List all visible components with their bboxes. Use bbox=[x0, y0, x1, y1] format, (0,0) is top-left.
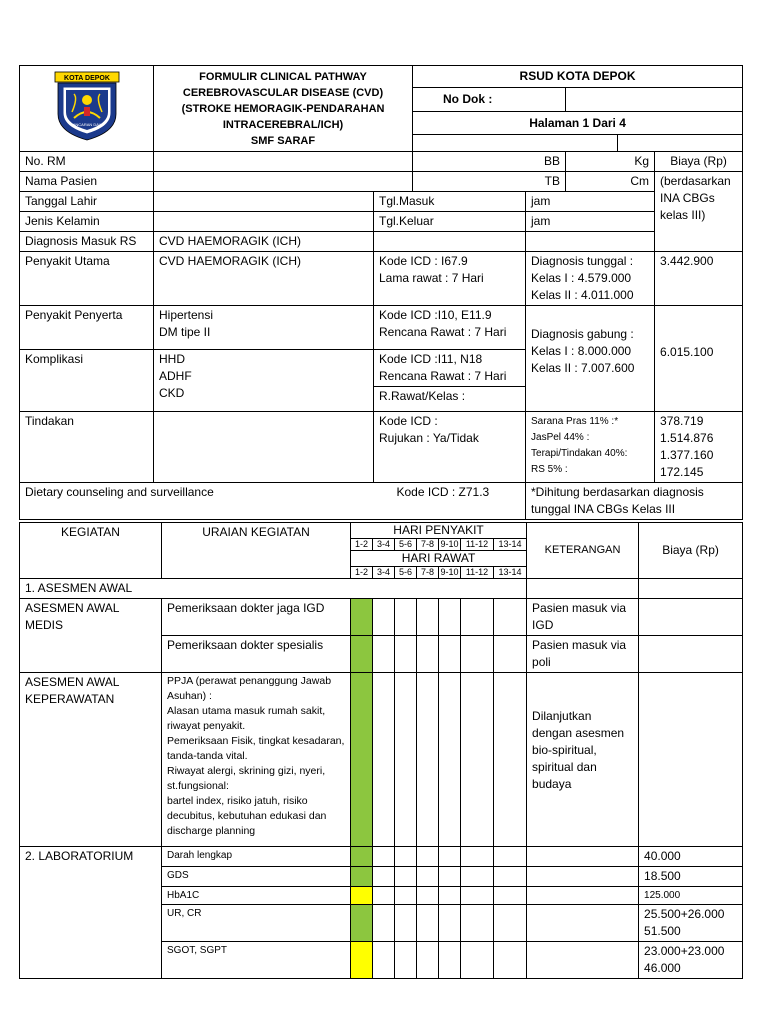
diagnosis-masuk-label: Diagnosis Masuk RS bbox=[20, 232, 154, 252]
komplikasi-label: Komplikasi bbox=[20, 350, 154, 412]
day-cell-yellow bbox=[351, 887, 373, 905]
tindakan-biaya: 378.719 1.514.876 1.377.160 172.145 bbox=[655, 412, 743, 483]
tb-label: TB bbox=[413, 172, 566, 192]
uraian-cell: Pemeriksaan dokter jaga IGD bbox=[162, 599, 351, 636]
kota-depok-logo bbox=[52, 70, 122, 142]
keperawatan-ket: Dilanjutkan dengan asesmen bio-spiritual, spiritual dan budaya bbox=[527, 673, 639, 847]
section-asesmen-awal: 1. ASESMEN AWAL bbox=[20, 579, 527, 599]
lab-biaya: 125.000 bbox=[639, 887, 743, 905]
diagnosis-masuk-value: CVD HAEMORAGIK (ICH) bbox=[154, 232, 374, 252]
uraian-cell: Pemeriksaan dokter spesialis bbox=[162, 636, 351, 673]
penyakit-penyerta-value: Hipertensi DM tipe II bbox=[154, 306, 374, 350]
day-header: 5-6 bbox=[395, 539, 417, 551]
tanggal-lahir-label: Tanggal Lahir bbox=[20, 192, 154, 212]
nama-pasien-label: Nama Pasien bbox=[20, 172, 154, 192]
biaya-header: Biaya (Rp) bbox=[655, 152, 743, 172]
nama-pasien-value bbox=[154, 172, 413, 192]
tgl-keluar-label: Tgl.Keluar bbox=[374, 212, 526, 232]
col-uraian: URAIAN KEGIATAN bbox=[162, 523, 351, 579]
komplikasi-kode: Kode ICD :I11, N18 Rencana Rawat : 7 Hari bbox=[374, 350, 526, 387]
day-cell-green bbox=[351, 847, 373, 867]
komplikasi-value: HHD ADHF CKD bbox=[154, 350, 374, 412]
dietary-note: *Dihitung berdasarkan diagnosis tunggal INA CBGs Kelas III bbox=[526, 483, 743, 520]
day-header: 11-12 bbox=[461, 539, 494, 551]
logo-text: KOTA DEPOK bbox=[63, 75, 110, 82]
lab-item: Darah lengkap bbox=[162, 847, 351, 867]
day-header: 13-14 bbox=[494, 539, 527, 551]
col-kegiatan: KEGIATAN bbox=[20, 523, 162, 579]
bb-label: BB bbox=[413, 152, 566, 172]
diagnosis-tunggal: Diagnosis tunggal : Kelas I : 4.579.000 Kelas II : 4.011.000 bbox=[526, 252, 655, 306]
day-header: 7-8 bbox=[417, 539, 439, 551]
day-header: 9-10 bbox=[440, 567, 459, 577]
day-header: 13-14 bbox=[494, 567, 527, 579]
no-rm-label: No. RM bbox=[20, 152, 154, 172]
hari-penyakit-header: HARI PENYAKIT bbox=[351, 523, 527, 539]
no-rm-value bbox=[154, 152, 413, 172]
jenis-kelamin-label: Jenis Kelamin bbox=[20, 212, 154, 232]
lab-item: HbA1C bbox=[162, 887, 351, 905]
keperawatan-uraian: PPJA (perawat penanggung Jawab Asuhan) : Alasan utama masuk rumah sakit, riwayat penyakit. Pemeriksaan Fisik, tingkat kesadaran, tanda-tanda vital. Riwayat alergi, skrining gizi, nyeri, st.fungsional: bartel index, risiko jatuh, risiko decubitus, kebutuhan edukasi dan discharge planning bbox=[162, 673, 351, 847]
tindakan-komponen: Sarana Pras 11% :* JasPel 44% : Terapi/Tindakan 40%: RS 5% : bbox=[526, 412, 655, 483]
day-cell-green bbox=[351, 673, 373, 847]
day-header: 7-8 bbox=[417, 567, 439, 579]
day-cell-yellow bbox=[351, 942, 373, 979]
penyakit-utama-label: Penyakit Utama bbox=[20, 252, 154, 306]
col-keterangan: KETERANGAN bbox=[527, 523, 639, 579]
activity-table bbox=[19, 522, 743, 979]
cm-unit: Cm bbox=[566, 172, 655, 192]
section-laboratorium: 2. LABORATORIUM bbox=[20, 847, 162, 979]
form-title: FORMULIR CLINICAL PATHWAY CEREBROVASCULAR DISEASE (CVD) (STROKE HEMORAGIK-PENDARAHAN INTRACEREBRAL/ICH) SMF SARAF bbox=[154, 66, 413, 152]
no-dok-label: No Dok : bbox=[413, 88, 566, 112]
tindakan-label: Tindakan bbox=[20, 412, 154, 483]
biaya-tunggal: 3.442.900 bbox=[655, 252, 743, 306]
lab-biaya: 18.500 bbox=[639, 867, 743, 887]
penyakit-penyerta-kode: Kode ICD :I10, E11.9 Rencana Rawat : 7 Hari bbox=[374, 306, 526, 350]
dietary-label: Dietary counseling and surveillance bbox=[20, 483, 374, 520]
day-header: 1-2 bbox=[351, 539, 373, 551]
day-cell-green bbox=[351, 636, 373, 673]
logo-motto: PANCARAN DAYA bbox=[69, 122, 104, 127]
penyakit-utama-kode: Kode ICD : I67.9 Lama rawat : 7 Hari bbox=[374, 252, 526, 306]
day-cell-green bbox=[351, 867, 373, 887]
keterangan-cell: Pasien masuk via IGD bbox=[527, 599, 639, 636]
lab-item: SGOT, SGPT bbox=[162, 942, 351, 979]
lab-biaya: 25.500+26.000 51.500 bbox=[639, 905, 743, 942]
day-header: 11-12 bbox=[461, 567, 494, 579]
col-biaya: Biaya (Rp) bbox=[639, 523, 743, 579]
day-header: 1-2 bbox=[351, 567, 373, 579]
tgl-masuk-label: Tgl.Masuk bbox=[374, 192, 526, 212]
day-header: 9-10 bbox=[440, 539, 459, 549]
day-header: 3-4 bbox=[373, 539, 395, 551]
kg-unit: Kg bbox=[566, 152, 655, 172]
lab-item: GDS bbox=[162, 867, 351, 887]
biaya-gabung: 6.015.100 bbox=[655, 306, 743, 412]
logo-cell bbox=[20, 66, 154, 152]
diagnosis-gabung: Diagnosis gabung : Kelas I : 8.000.000 Kelas II : 7.007.600 bbox=[526, 306, 655, 412]
biaya-note: (berdasarkan INA CBGs kelas III) bbox=[655, 172, 743, 252]
penyakit-utama-value: CVD HAEMORAGIK (ICH) bbox=[154, 252, 374, 306]
lab-item: UR, CR bbox=[162, 905, 351, 942]
asesmen-medis-label: ASESMEN AWAL MEDIS bbox=[20, 599, 162, 673]
rawat-kelas-label: R.Rawat/Kelas : bbox=[374, 387, 526, 412]
hospital-name: RSUD KOTA DEPOK bbox=[413, 66, 743, 88]
tindakan-kode: Kode ICD : Rujukan : Ya/Tidak bbox=[374, 412, 526, 483]
tanggal-lahir-value bbox=[154, 192, 374, 212]
penyakit-penyerta-label: Penyakit Penyerta bbox=[20, 306, 154, 350]
patient-info-table bbox=[19, 65, 743, 520]
lab-biaya: 23.000+23.000 46.000 bbox=[639, 942, 743, 979]
lab-biaya: 40.000 bbox=[639, 847, 743, 867]
jenis-kelamin-value bbox=[154, 212, 374, 232]
day-cell-green bbox=[351, 599, 373, 636]
day-header: 3-4 bbox=[373, 567, 395, 579]
jam-masuk-label: jam bbox=[526, 192, 655, 212]
keterangan-cell: Pasien masuk via poli bbox=[527, 636, 639, 673]
day-header: 5-6 bbox=[395, 567, 417, 579]
page-indicator: Halaman 1 Dari 4 bbox=[413, 112, 743, 135]
no-dok-value bbox=[566, 88, 743, 112]
jam-keluar-label: jam bbox=[526, 212, 655, 232]
asesmen-keperawatan-label: ASESMEN AWAL KEPERAWATAN bbox=[20, 673, 162, 847]
dietary-kode: Kode ICD : Z71.3 bbox=[374, 483, 526, 520]
day-cell-green bbox=[351, 905, 373, 942]
hari-rawat-header: HARI RAWAT bbox=[351, 551, 527, 567]
